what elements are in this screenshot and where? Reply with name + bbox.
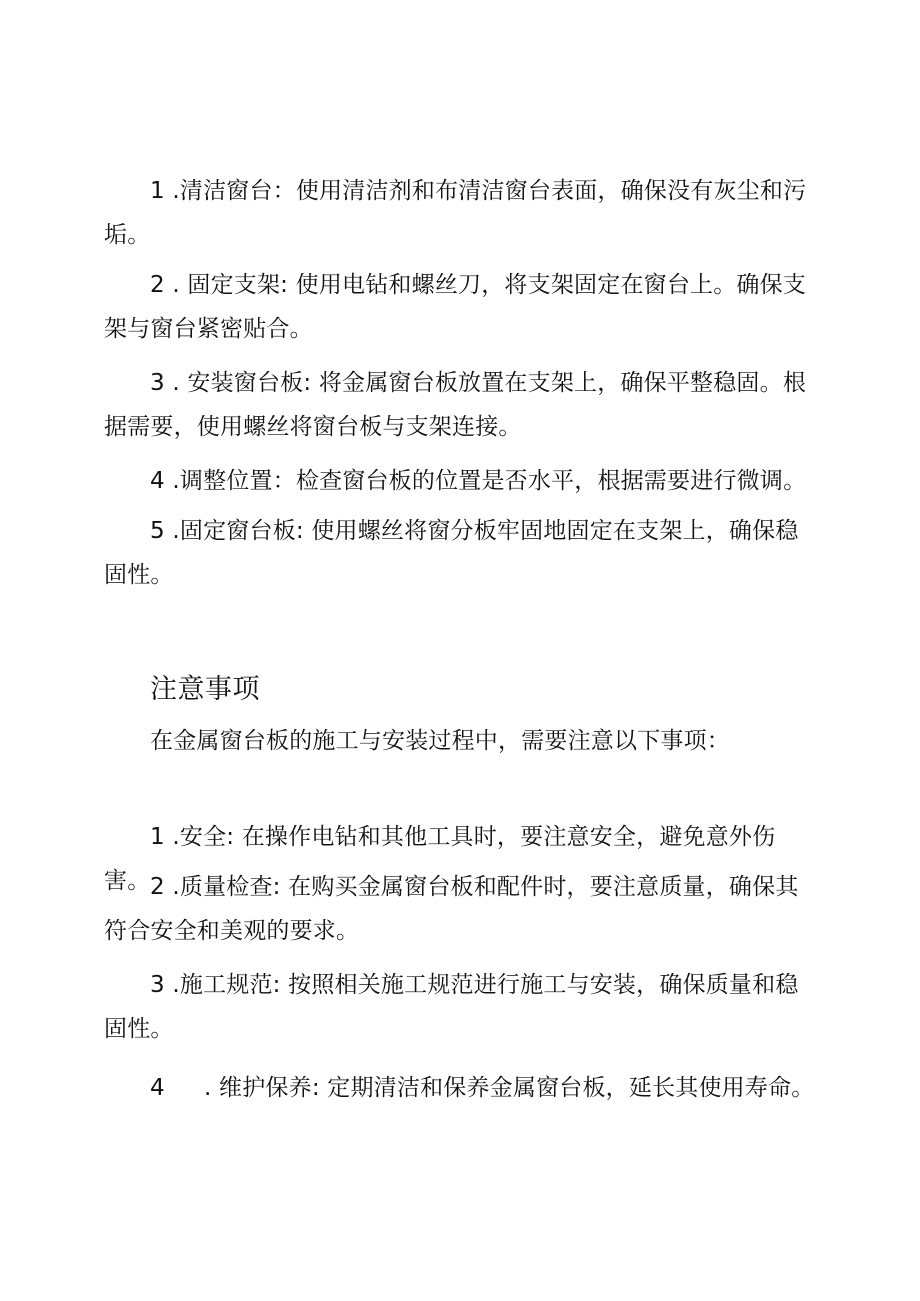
step-2-text: . 固定支架: 使用电钻和螺丝刀，将支架固定在窗台上。确保支架与窗台紧密贴合。 bbox=[104, 272, 807, 342]
note-1-number: 1 bbox=[150, 824, 165, 850]
step-3 bbox=[104, 361, 820, 449]
note-2-text: .质量检查: 在购买金属窗台板和配件时，要注意质量，确保其符合安全和美观的要求。 bbox=[104, 874, 799, 944]
note-2-number: 2 bbox=[150, 874, 165, 900]
note-2 bbox=[104, 865, 820, 953]
step-4-number: 4 bbox=[150, 468, 165, 494]
note-3 bbox=[104, 963, 820, 1051]
step-1-text: .清洁窗台：使用清洁剂和布清洁窗台表面，确保没有灰尘和污垢。 bbox=[104, 178, 807, 248]
note-3-number: 3 bbox=[150, 972, 165, 998]
step-5-number: 5 bbox=[150, 518, 165, 544]
note-4 bbox=[104, 1066, 820, 1110]
step-3-text: . 安装窗台板: 将金属窗台板放置在支架上，确保平整稳固。根据需要，使用螺丝将窗台板与支架连接。 bbox=[104, 370, 807, 440]
step-1 bbox=[104, 169, 820, 257]
step-2 bbox=[104, 263, 820, 351]
step-5 bbox=[104, 509, 820, 597]
step-3-number: 3 bbox=[150, 370, 165, 396]
note-4-number: 4 bbox=[150, 1075, 165, 1101]
step-4 bbox=[104, 459, 820, 503]
step-2-number: 2 bbox=[150, 272, 165, 298]
step-1-number: 1 bbox=[150, 178, 165, 204]
note-4-text: . 维护保养: 定期清洁和保养金属窗台板，延长其使用寿命。 bbox=[204, 1075, 815, 1101]
note-3-text: .施工规范: 按照相关施工规范进行施工与安装，确保质量和稳固性。 bbox=[104, 972, 799, 1042]
step-4-text: .调整位置：检查窗台板的位置是否水平，根据需要进行微调。 bbox=[164, 468, 807, 494]
notes-heading: 注意事项 bbox=[150, 674, 260, 705]
note-1-text: .安全: 在操作电钻和其他工具时，要注意安全，避免意外伤害。 bbox=[104, 824, 776, 894]
notes-intro: 在金属窗台板的施工与安装过程中，需要注意以下事项： bbox=[150, 728, 730, 754]
step-5-text: .固定窗台板: 使用螺丝将窗分板牢固地固定在支架上，确保稳固性。 bbox=[104, 518, 799, 588]
